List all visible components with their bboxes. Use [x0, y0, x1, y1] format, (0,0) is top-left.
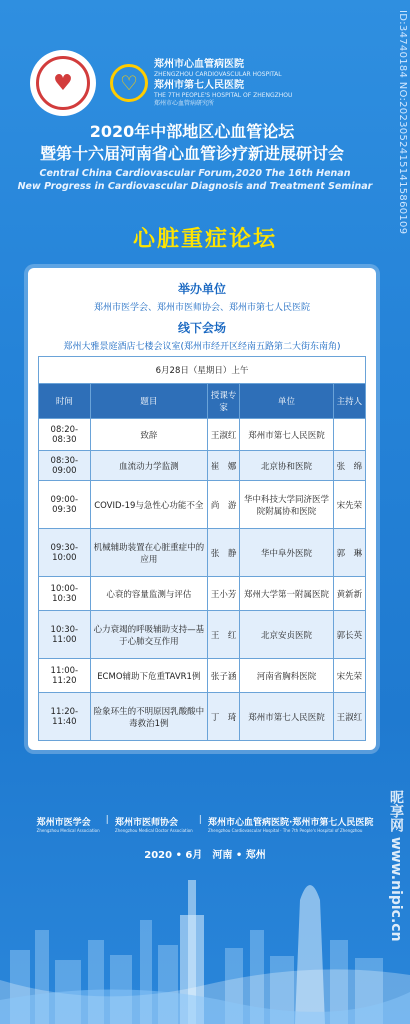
- table-row: [39, 481, 366, 529]
- schedule-panel: [28, 268, 376, 750]
- heart-logo-icon: ♥: [36, 56, 90, 110]
- footer-separator: |: [105, 815, 109, 825]
- row-topic: 险象环生的不明原因乳酸酸中毒救治1例: [90, 693, 207, 741]
- row-unit: 郑州大学第一附属医院: [240, 577, 333, 611]
- row-time: 10:30-11:00: [39, 611, 91, 659]
- header-row: [39, 384, 366, 419]
- hospital-name-2-en: THE 7TH PEOPLE'S HOSPITAL OF ZHENGZHOU: [154, 92, 293, 99]
- footer-separator: |: [198, 815, 202, 825]
- row-topic: 致辞: [90, 419, 207, 451]
- hospital-name-2: 郑州市第七人民医院: [154, 80, 244, 91]
- footer-date: 2020 • 6月 河南 • 郑州: [144, 850, 266, 861]
- hospital-name-1: 郑州市心血管病医院: [154, 59, 244, 70]
- row-time: 08:30-09:00: [39, 451, 91, 481]
- row-time: 11:20-11:40: [39, 693, 91, 741]
- col-host: 主持人: [333, 384, 365, 419]
- footer-organizers: [0, 815, 410, 833]
- row-speaker: 丁 琦: [207, 693, 239, 741]
- row-time: 09:00-09:30: [39, 481, 91, 529]
- row-unit: 北京安贞医院: [240, 611, 333, 659]
- side-id-text: ID:34740184 NO:20230524151415860109: [397, 10, 408, 235]
- row-topic: COVID-19与急性心功能不全: [90, 481, 207, 529]
- row-unit: 河南省胸科医院: [240, 659, 333, 693]
- row-topic: 心衰的容量监测与评估: [90, 577, 207, 611]
- row-host: 郭长英: [333, 611, 365, 659]
- title-en-line2: New Progress in Cardiovascular Diagnosis and Treatment Seminar: [17, 181, 373, 192]
- col-speaker: 授课专家: [207, 384, 239, 419]
- row-host: 宋先荣: [333, 481, 365, 529]
- row-time: 08:20-08:30: [39, 419, 91, 451]
- city-skyline-illustration: [0, 860, 410, 1024]
- hospital-heart-icon: ♡: [110, 64, 148, 102]
- row-speaker: 尚 游: [207, 481, 239, 529]
- row-topic: 心力衰竭的呼吸辅助支持—基于心肺交互作用: [90, 611, 207, 659]
- col-time: 时间: [39, 384, 91, 419]
- organizer-text: 郑州市医学会、郑州市医师协会、郑州市第七人民医院: [93, 303, 310, 313]
- col-topic: 题目: [90, 384, 207, 419]
- hospital-name-3: 郑州市心血管病研究所: [154, 100, 215, 107]
- row-speaker: 张子涵: [207, 659, 239, 693]
- watermark-text: 昵享网 www.nipic.cn: [388, 790, 404, 942]
- row-speaker: 崔 娜: [207, 451, 239, 481]
- row-time: 09:30-10:00: [39, 529, 91, 577]
- footer-org-1: 郑州市医学会 Zhengzhou Medical Association: [36, 818, 100, 833]
- row-host: [333, 419, 365, 451]
- row-speaker: 王 红: [207, 611, 239, 659]
- col-unit: 单位: [240, 384, 333, 419]
- row-time: 10:00-10:30: [39, 577, 91, 611]
- table-row: [39, 419, 366, 451]
- title-cn-line1: 2020年中部地区心血管论坛: [89, 122, 295, 141]
- venue-text: 郑州大雅景庭酒店七楼会议室(郑州市经开区经南五路第二大街东南角): [63, 342, 341, 352]
- table-row: [39, 529, 366, 577]
- row-host: 宋先荣: [333, 659, 365, 693]
- table-row: [39, 577, 366, 611]
- row-unit: 北京协和医院: [240, 451, 333, 481]
- table-row: [39, 659, 366, 693]
- row-speaker: 张 静: [207, 529, 239, 577]
- hospital-name-1-en: ZHENGZHOU CARDIOVASCULAR HOSPITAL: [154, 71, 282, 78]
- row-host: 王淑红: [333, 693, 365, 741]
- row-unit: 郑州市第七人民医院: [240, 693, 333, 741]
- row-host: 黄新新: [333, 577, 365, 611]
- logo-area: [30, 50, 292, 116]
- row-speaker: 王小芳: [207, 577, 239, 611]
- row-host: 张 绵: [333, 451, 365, 481]
- title-cn-line2: 暨第十六届河南省心血管诊疗新进展研讨会: [39, 144, 344, 163]
- row-host: 郭 琳: [333, 529, 365, 577]
- table-row: [39, 451, 366, 481]
- row-time: 11:00-11:20: [39, 659, 91, 693]
- medical-association-logo: [30, 50, 96, 116]
- row-speaker: 王淑红: [207, 419, 239, 451]
- row-unit: 郑州市第七人民医院: [240, 419, 333, 451]
- table-row: [39, 693, 366, 741]
- venue-heading: 线下会场: [177, 321, 226, 335]
- footer-org-3: 郑州市心血管病医院·郑州市第七人民医院 Zhengzhou Cardiovascular Hospital · The 7th People's Hospital of Zhengzhou: [207, 818, 374, 833]
- title-en-line1: Central China Cardiovascular Forum,2020 The 16th Henan: [39, 168, 351, 179]
- row-topic: 血流动力学监测: [90, 451, 207, 481]
- date-row: [39, 357, 366, 384]
- row-topic: 机械辅助装置在心脏重症中的应用: [90, 529, 207, 577]
- forum-title: 心脏重症论坛: [132, 227, 277, 252]
- hospital-logo: [110, 58, 292, 108]
- schedule-date: 6月28日（星期日）上午: [39, 357, 366, 384]
- schedule-table: [38, 356, 366, 741]
- row-unit: 华中阜外医院: [240, 529, 333, 577]
- organizer-heading: 举办单位: [177, 282, 226, 296]
- footer-org-2: 郑州市医师协会 Zhengzhou Medical Doctor Association: [114, 818, 193, 833]
- table-row: [39, 611, 366, 659]
- row-topic: ECMO辅助下危重TAVR1例: [90, 659, 207, 693]
- row-unit: 华中科技大学同济医学院附属协和医院: [240, 481, 333, 529]
